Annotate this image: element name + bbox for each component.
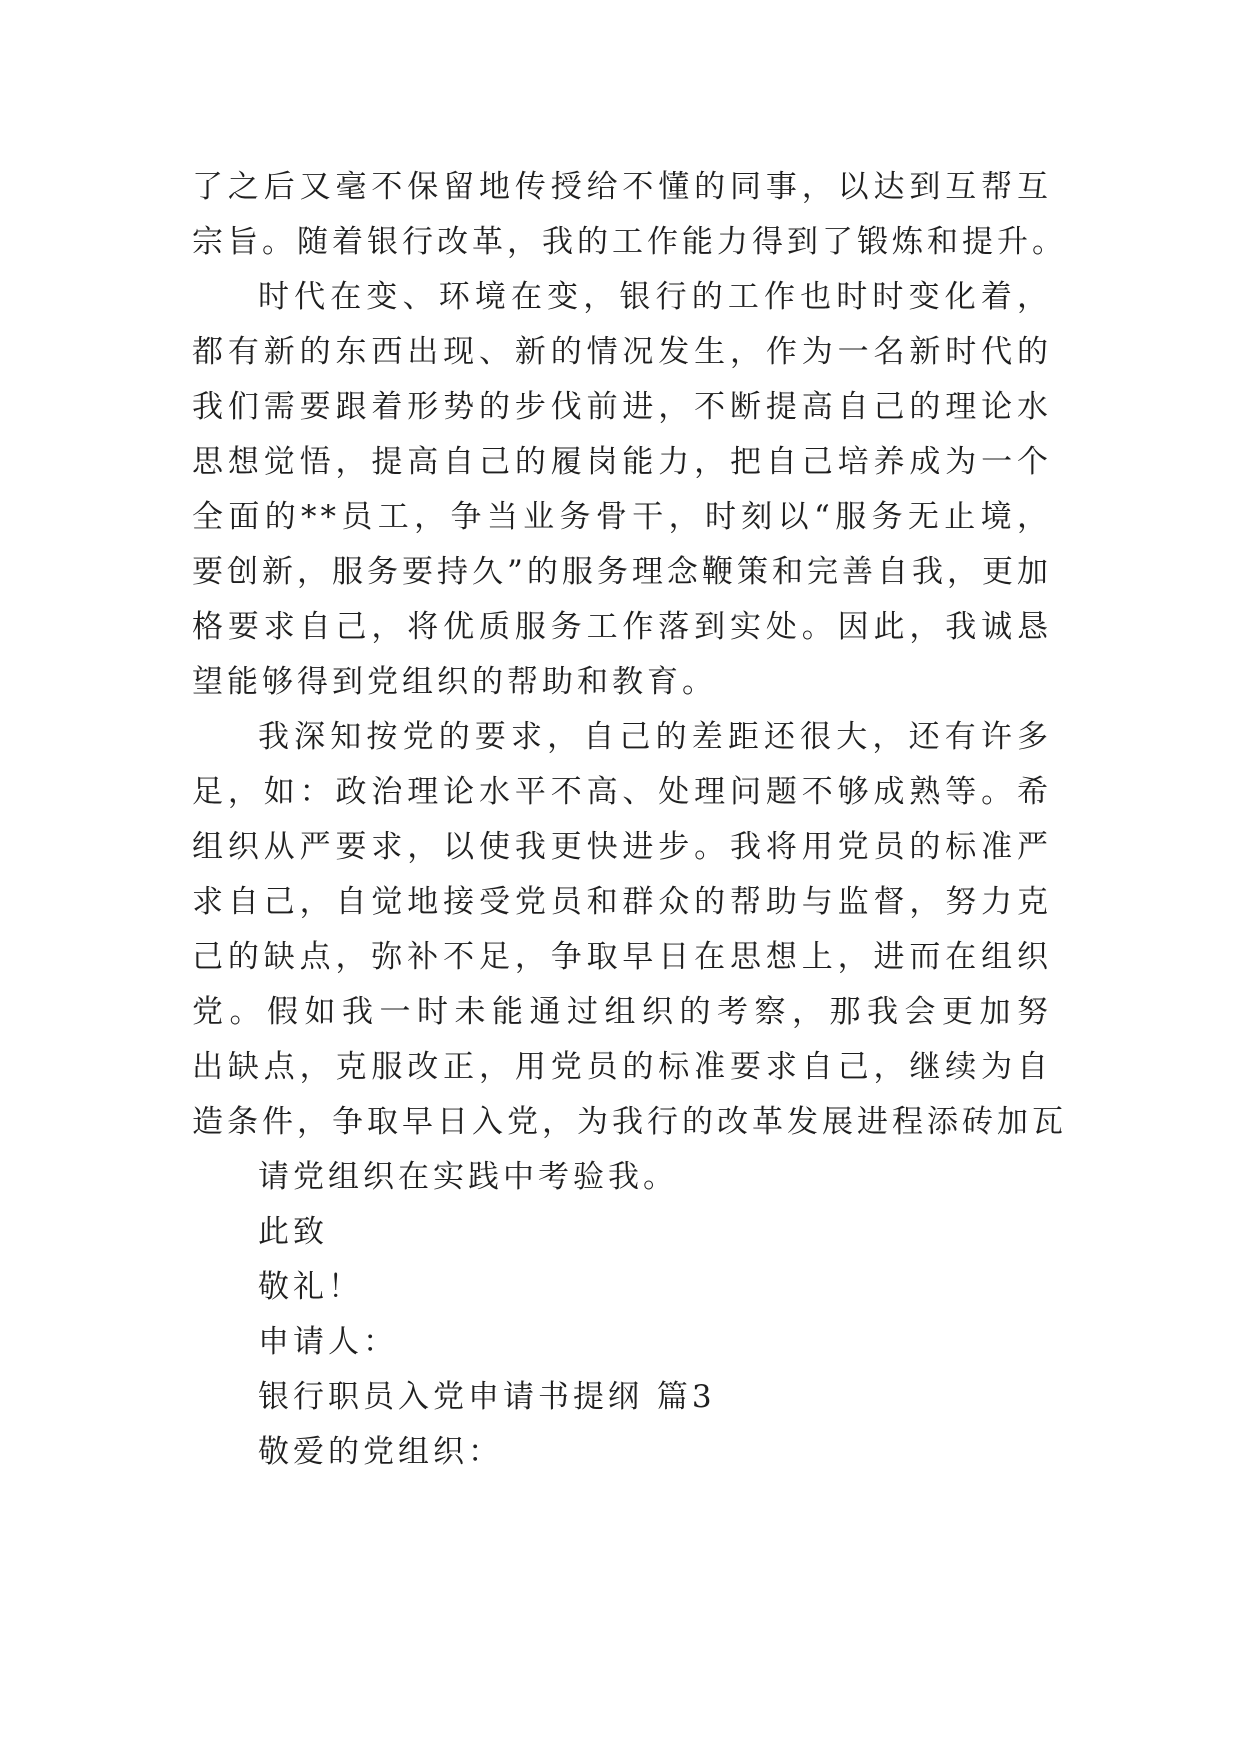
document-body	[192, 160, 1067, 1480]
paragraph-line: 组织从严要求，以使我更快进步。我将用党员的标准严	[192, 829, 1052, 865]
paragraph-line: 我们需要跟着形势的步伐前进，不断提高自己的理论水	[192, 389, 1052, 425]
section-heading: 银行职员入党申请书提纲 篇3	[258, 1379, 716, 1415]
paragraph-line: 足，如：政治理论水平不高、处理问题不够成熟等。希	[192, 774, 1052, 810]
paragraph-line: 都有新的东西出现、新的情况发生，作为一名新时代的	[192, 334, 1052, 370]
request-line: 请党组织在实践中考验我。	[258, 1159, 678, 1195]
closing-salutation: 此致	[258, 1214, 328, 1250]
paragraph-line: 党。假如我一时未能通过组织的考察，那我会更加努	[192, 994, 1052, 1030]
paragraph-line: 格要求自己，将优质服务工作落到实处。因此，我诚恳	[192, 609, 1052, 645]
paragraph-line: 望能够得到党组织的帮助和教育。	[192, 664, 717, 700]
applicant-label: 申请人：	[258, 1324, 398, 1360]
paragraph-line: 时代在变、环境在变，银行的工作也时时变化着，	[258, 279, 1052, 315]
paragraph-line: 全面的**员工，争当业务骨干，时刻以“服务无止境，	[192, 499, 1052, 535]
paragraph-line: 了之后又毫不保留地传授给不懂的同事，以达到互帮互	[192, 169, 1052, 205]
greeting-line: 敬爱的党组织：	[258, 1434, 503, 1470]
paragraph-line: 求自己，自觉地接受党员和群众的帮助与监督，努力克	[192, 884, 1052, 920]
paragraph-line: 出缺点，克服改正，用党员的标准要求自己，继续为自	[192, 1049, 1052, 1085]
paragraph-line: 思想觉悟，提高自己的履岗能力，把自己培养成为一个	[192, 444, 1052, 480]
closing-regards: 敬礼！	[258, 1269, 363, 1305]
paragraph-line: 宗旨。随着银行改革，我的工作能力得到了锻炼和提升。	[192, 224, 1067, 260]
paragraph-line: 要创新，服务要持久”的服务理念鞭策和完善自我，更加	[192, 554, 1052, 590]
paragraph-line: 造条件，争取早日入党，为我行的改革发展进程添砖加瓦	[192, 1104, 1067, 1140]
paragraph-line: 我深知按党的要求，自己的差距还很大，还有许多	[258, 719, 1052, 755]
paragraph-line: 己的缺点，弥补不足，争取早日在思想上，进而在组织	[192, 939, 1052, 975]
